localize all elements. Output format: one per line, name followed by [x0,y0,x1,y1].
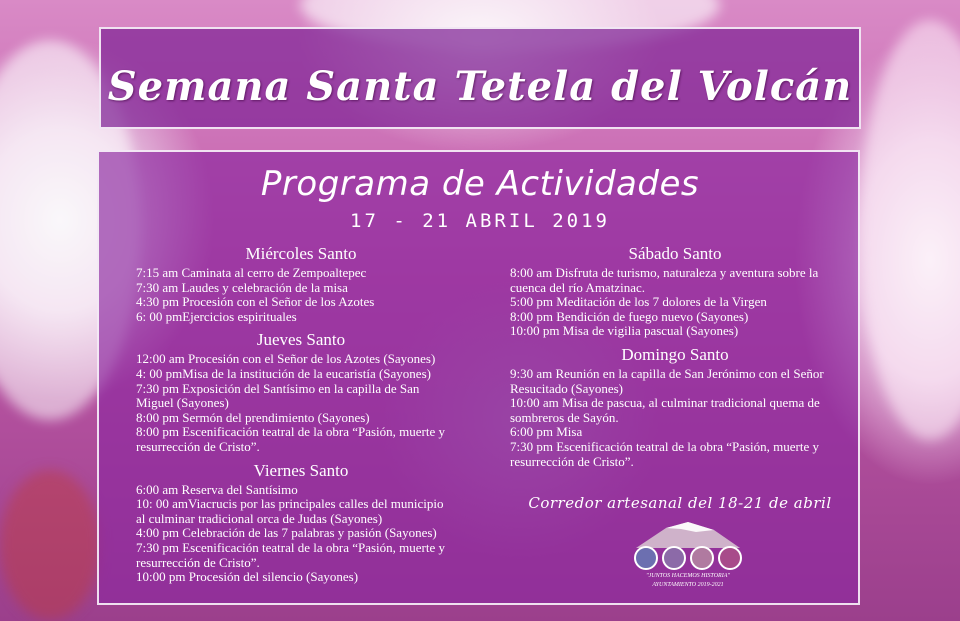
day-heading: Domingo Santo [621,344,729,364]
schedule-item: 6:00 am Reserva del Santísimo [136,481,298,497]
background-fluff-bottom-left [0,470,100,620]
schedule-item: 8:00 am Disfruta de turismo, naturaleza y aventura sobre la [510,265,819,280]
title-banner [99,27,861,129]
day-heading: Jueves Santo [256,330,346,350]
day-block-sabado [510,244,840,339]
schedule-item: 8:00 pm Escenificación teatral de la obra “Pasión, muerte y [136,424,445,440]
schedule-item: 6:00 pm Misa [510,424,583,440]
program-date: 17 - 21 ABRIL 2019 [350,210,610,232]
schedule-item: 7:30 pm Escenificación teatral de la obra “Pasión, muerte y [510,438,819,454]
schedule-item: 9:30 am Reunión en la capilla de San Jerónimo con el Señor [510,365,824,381]
schedule-item: 7:15 am Caminata al cerro de Zempoaltepec [136,265,367,280]
schedule-item: al culminar tradicional orca de Judas (Sayones) [136,510,383,526]
schedule-item: Miguel (Sayones) [136,395,229,411]
schedule-item: 12:00 am Procesión con el Señor de los Azotes (Sayones) [136,351,436,367]
schedule-item: 10:00 pm Procesión del silencio (Sayones) [136,569,359,585]
day-block-miercoles [136,244,466,324]
schedule-item: sombreros de Sayón. [510,409,619,425]
day-block-viernes [136,461,466,585]
schedule-item: 7:30 pm Escenificación teatral de la obra “Pasión, muerte y [136,539,445,555]
day-block-jueves [136,330,466,454]
schedule-item: 7:30 pm Exposición del Santísimo en la capilla de San [136,380,420,396]
schedule-item: 8:00 pm Bendición de fuego nuevo (Sayones) [510,308,749,324]
right-schedule-column [510,244,840,469]
corredor-artesanal-text: Corredor artesanal del 18-21 de abril [528,494,832,512]
schedule-item: 6: 00 pmEjercicios espirituales [136,308,297,324]
day-heading: Sábado Santo [628,244,722,263]
schedule-item: 7:30 am Laudes y celebración de la misa [136,279,348,295]
schedule-item: 10:00 pm Misa de vigilia pascual (Sayones) [510,323,739,339]
day-heading: Miércoles Santo [245,244,357,263]
schedule-item: resurrección de Cristo”. [136,554,260,570]
logo-slogan: "JUNTOS HACEMOS HISTORIA" [646,573,730,579]
program-title: Programa de Actividades [260,164,700,204]
left-schedule-column [136,244,466,585]
schedule-item: resurrección de Cristo”. [136,438,260,454]
schedule-item: 5:00 pm Meditación de los 7 dolores de la Virgen [510,294,767,310]
day-heading: Viernes Santo [253,460,349,480]
logo-administration: AYUNTAMIENTO 2019-2021 [652,582,724,588]
schedule-item: Resucitado (Sayones) [510,380,624,396]
day-block-domingo [510,345,840,469]
schedule-item: 8:00 pm Sermón del prendimiento (Sayones) [136,409,370,425]
schedule-item: 4: 00 pmMisa de la institución de la eucaristía (Sayones) [136,365,431,381]
schedule-item: 4:30 pm Procesión con el Señor de los Azotes [136,294,375,310]
schedule-item: cuenca del río Amatzinac. [510,279,645,295]
schedule-item: 10: 00 amViacrucis por las principales calles del municipio [136,496,444,512]
schedule-item: 10:00 am Misa de pascua, al culminar tradicional quema de [510,395,820,411]
schedule-item: 4:00 pm Celebración de las 7 palabras y pasión (Sayones) [136,525,437,541]
page-title: Semana Santa Tetela del Volcán [107,63,853,110]
ayuntamiento-logo [626,520,750,600]
schedule-item: resurrección de Cristo”. [510,453,634,469]
